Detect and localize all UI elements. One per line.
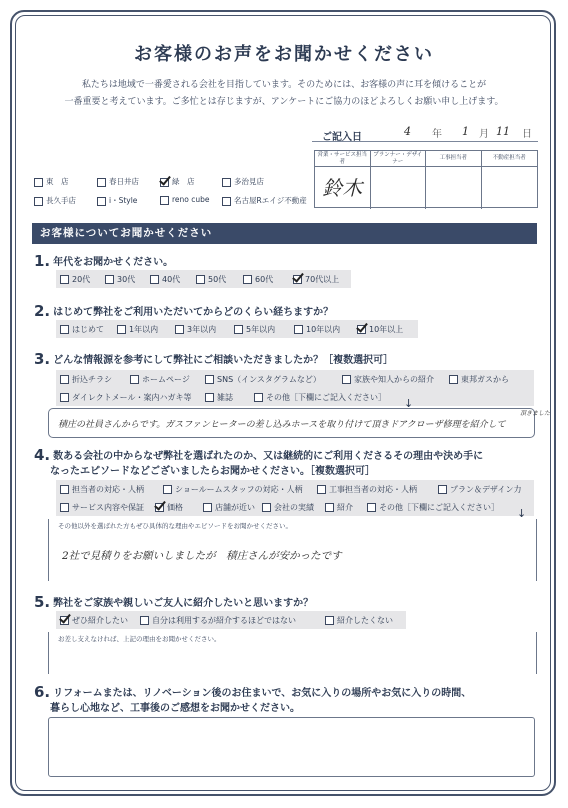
q4-heading: 4. 数ある会社の中からなぜ弊社を選ばれたのか、又は継続的にご利用くださるその理由や決め手に (34, 446, 484, 464)
entry-year-unit: 年 (432, 129, 442, 140)
checkbox[interactable] (438, 485, 447, 494)
checkbox[interactable] (254, 393, 263, 402)
q1-option[interactable]: 50代 (196, 274, 226, 285)
q1-option[interactable]: 40代 (150, 274, 180, 285)
q2-heading: 2. はじめて弊社をご利用いただいてからどのくらい経ちますか？ (34, 302, 334, 320)
q4-option[interactable]: その他［下欄にご記入ください］ (367, 502, 499, 513)
q1-option[interactable]: 70代以上 (293, 274, 339, 285)
staff-header-construction: 工事担当者 (426, 151, 482, 167)
checkbox[interactable] (60, 503, 69, 512)
checkbox[interactable] (97, 178, 106, 187)
q4-option[interactable]: 紹介 (325, 502, 353, 513)
checkbox-checked[interactable] (60, 616, 69, 625)
checkbox[interactable] (203, 503, 212, 512)
checkbox[interactable] (34, 197, 43, 206)
q2-option[interactable]: 10年以上 (357, 324, 403, 335)
q6-heading-line2: 暮らし心地など、工事後のご感想をお聞かせください。 (50, 703, 300, 714)
staff-construction-cell[interactable] (426, 167, 482, 209)
checkbox[interactable] (60, 325, 69, 334)
q4-option[interactable]: 工事担当者の対応・人柄 (317, 484, 417, 495)
checkbox-checked[interactable] (357, 325, 366, 334)
checkbox[interactable] (175, 325, 184, 334)
entry-date-label: ご記入日 (322, 132, 362, 143)
checkbox[interactable] (196, 275, 205, 284)
section-header: お客様についてお聞かせください (32, 223, 537, 244)
entry-year-value[interactable]: 4 (404, 125, 411, 138)
checkbox[interactable] (140, 616, 149, 625)
checkbox[interactable] (60, 485, 69, 494)
q5-option[interactable]: 自分は利用するが紹介するほどではない (140, 615, 296, 626)
checkbox[interactable] (130, 375, 139, 384)
q1-heading: 1. 年代をお聞かせください。 (34, 252, 174, 270)
q6-heading: 6. リフォームまたは、リノベーション後のお住まいで、お気に入りの場所やお気に入りの時間、 (34, 683, 472, 701)
intro-text (34, 77, 534, 111)
q3-option[interactable]: 東邦ガスから (449, 374, 509, 385)
q1-option[interactable]: 30代 (105, 274, 135, 285)
checkbox[interactable] (150, 275, 159, 284)
q3-option[interactable]: 家族や知人からの紹介 (342, 374, 434, 385)
q3-option[interactable]: ホームページ (130, 374, 190, 385)
q2-option[interactable]: 1年以内 (117, 324, 158, 335)
checkbox-checked[interactable] (293, 275, 302, 284)
page-title: お客様のお声をお聞かせください (134, 44, 434, 65)
q3-option[interactable]: ダイレクトメール・案内ハガキ等 (60, 392, 191, 403)
q4-option[interactable]: 価格 (155, 502, 183, 513)
staff-planner-cell[interactable] (371, 167, 427, 209)
checkbox[interactable] (222, 197, 231, 206)
q2-option[interactable]: 10年以内 (294, 324, 340, 335)
q1-option[interactable]: 60代 (243, 274, 273, 285)
staff-header-planner: プランナー・デザイナー (371, 151, 427, 167)
q3-option[interactable]: 雑誌 (205, 392, 233, 403)
staff-realestate-cell[interactable] (482, 167, 538, 209)
q4-option[interactable]: プラン＆デザイン力 (438, 484, 521, 495)
staff-sales-name[interactable]: 鈴木 (315, 167, 371, 209)
checkbox[interactable] (205, 375, 214, 384)
q4-option[interactable]: 会社の実績 (262, 502, 314, 513)
store-option[interactable]: 名古屋Rエイジ不動産 (222, 195, 307, 206)
checkbox-checked[interactable] (160, 178, 169, 187)
q3-answer-text: 積庄の社員さんからです。ガスファンヒーターの差し込みホースを取り付けて頂きドアクローザ修理を紹介して (58, 420, 506, 430)
q3-heading: 3. どんな情報源を参考にして弊社にご相談いただきましたか？［複数選択可］ (34, 350, 394, 368)
q4-option[interactable]: 店舗が近い (203, 502, 255, 513)
q4-option[interactable]: ショールームスタッフの対応・人柄 (163, 484, 303, 495)
q3-option[interactable]: その他［下欄にご記入ください］ (254, 392, 386, 403)
q2-option[interactable]: 5年以内 (234, 324, 275, 335)
entry-date-underline (312, 141, 538, 142)
q5-note: お差し支えなければ、上記の理由をお聞かせください。 (58, 635, 221, 643)
q6-answer-box[interactable] (48, 717, 535, 777)
checkbox[interactable] (222, 178, 231, 187)
q4-option[interactable]: サービス内容や保証 (60, 502, 144, 513)
entry-month-value[interactable]: 1 (462, 125, 469, 138)
checkbox[interactable] (234, 325, 243, 334)
checkbox[interactable] (163, 485, 172, 494)
q3-answer-note: 頂きました (520, 410, 551, 417)
q1-option[interactable]: 20代 (60, 274, 90, 285)
store-option[interactable]: 多治見店 (222, 176, 264, 187)
checkbox[interactable] (34, 178, 43, 187)
arrow-down-icon: ↓ (404, 397, 414, 410)
intro-line-1: 私たちは地域で一番愛される会社を目指しています。そのためには、お客様の声に耳を傾けることが (81, 80, 487, 90)
checkbox[interactable] (243, 275, 252, 284)
staff-header-sales: 営業・サービス担当者 (315, 151, 371, 167)
q4-note: その他以外を選ばれた方もぜひ具体的な理由やエピソードをお聞かせください。 (58, 522, 292, 530)
checkbox[interactable] (449, 375, 458, 384)
q5-heading: 5. 弊社をご家族や親しいご友人に紹介したいと思いますか？ (34, 593, 314, 611)
entry-day-value[interactable]: 11 (496, 125, 510, 138)
intro-line-2: 一番重要と考えています。ご多忙とは存じますが、アンケートにご協力のほどよろしくお願い申し上げます。 (64, 97, 504, 107)
q4-option[interactable]: 担当者の対応・人柄 (60, 484, 144, 495)
checkbox[interactable] (262, 503, 271, 512)
checkbox[interactable] (160, 196, 169, 205)
store-option[interactable]: reno cube (160, 195, 210, 205)
checkbox[interactable] (342, 375, 351, 384)
checkbox[interactable] (367, 503, 376, 512)
checkbox[interactable] (60, 393, 69, 402)
q2-option[interactable]: 3年以内 (175, 324, 216, 335)
q2-option[interactable]: はじめて (60, 324, 104, 335)
checkbox[interactable] (97, 197, 106, 206)
q5-option[interactable]: ぜひ紹介したい (60, 615, 128, 626)
entry-day-unit: 日 (522, 129, 532, 140)
checkbox[interactable] (294, 325, 303, 334)
store-option[interactable]: i・Style (97, 195, 137, 206)
store-option[interactable]: 緑 店 (160, 176, 195, 187)
arrow-down-icon: ↓ (517, 507, 527, 520)
store-option[interactable]: 東 店 (34, 176, 69, 187)
staff-table (314, 150, 538, 208)
checkbox[interactable] (317, 485, 326, 494)
q3-option[interactable]: 折込チラシ (60, 374, 112, 385)
q3-option[interactable]: SNS（インスタグラムなど） (205, 374, 321, 385)
q4-heading-line2: なったエピソードなどございましたらお聞かせください。［複数選択可］ (50, 466, 375, 477)
checkbox[interactable] (325, 503, 334, 512)
checkbox[interactable] (60, 275, 69, 284)
checkbox[interactable] (117, 325, 126, 334)
checkbox[interactable] (105, 275, 114, 284)
q4-answer-text: 2社で見積りをお願いしましたが 積庄さんが安かったです (62, 550, 342, 562)
checkbox[interactable] (60, 375, 69, 384)
store-option[interactable]: 長久手店 (34, 195, 76, 206)
entry-month-unit: 月 (479, 129, 489, 140)
checkbox[interactable] (205, 393, 214, 402)
checkbox-checked[interactable] (155, 503, 164, 512)
q5-option[interactable]: 紹介したくない (325, 615, 393, 626)
store-option[interactable]: 春日井店 (97, 176, 139, 187)
staff-header-realestate: 不動産担当者 (482, 151, 538, 167)
checkbox[interactable] (325, 616, 334, 625)
